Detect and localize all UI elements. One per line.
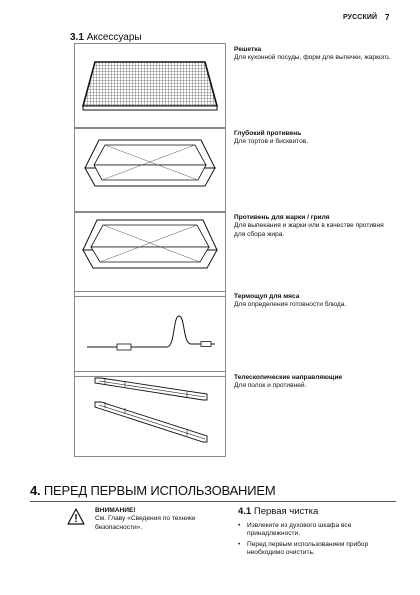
list-item: • Извлеките из духового шкафа все принадлежности.	[238, 522, 396, 539]
wire-shelf-illustration	[75, 44, 225, 128]
accessory-description: Для полок и противней.	[234, 382, 307, 390]
accessory-description: Для выпекания и жарки или в качестве противня для сбора жира.	[234, 222, 384, 238]
section-divider	[30, 501, 396, 502]
accessory-desc-3	[234, 214, 394, 239]
warning-block	[95, 507, 225, 532]
subsection-number: 4.1	[238, 506, 252, 517]
accessory-name: Телескопические направляющие	[234, 374, 343, 381]
section-title: ПЕРЕД ПЕРВЫМ ИСПОЛЬЗОВАНИЕМ	[43, 483, 276, 498]
accessory-name: Противень для жарки / гриля	[234, 214, 330, 221]
warning-icon	[67, 508, 85, 525]
wire-shelf-image	[74, 43, 226, 129]
accessory-desc-2	[234, 130, 394, 147]
grill-pan-illustration	[75, 212, 225, 296]
first-use-heading	[30, 483, 275, 498]
first-cleaning-heading	[238, 506, 318, 517]
accessory-desc-1	[234, 46, 394, 63]
accessory-name: Глубокий противень	[234, 130, 302, 137]
header-language: РУССКИЙ	[343, 14, 378, 21]
accessory-desc-4	[234, 293, 394, 310]
accessory-name: Термощуп для мяса	[234, 293, 300, 300]
section-number: 4.	[30, 483, 41, 498]
section-title: Аксессуары	[86, 32, 142, 43]
subsection-title: Первая чистка	[253, 506, 319, 517]
accessory-name: Решетка	[234, 46, 262, 53]
telescopic-runners-image	[74, 371, 226, 457]
meat-probe-image	[74, 291, 226, 377]
deep-tray-illustration	[75, 128, 225, 212]
cleaning-steps-list	[238, 522, 396, 559]
accessory-description: Для определения готовности блюда.	[234, 301, 347, 309]
accessories-heading	[70, 32, 142, 43]
list-item: • Перед первым использованием прибор необходимо очистить.	[238, 541, 396, 558]
accessory-description: Для кухонной посуды, форм для выпечки, жаркого.	[234, 54, 391, 62]
deep-tray-image	[74, 127, 226, 213]
telescopic-runners-illustration	[75, 372, 225, 456]
meat-probe-illustration	[75, 292, 225, 376]
section-number: 3.1	[70, 32, 84, 43]
page-number: 7	[385, 13, 390, 22]
grill-pan-image	[74, 211, 226, 297]
warning-heading: ВНИМАНИЕ!	[95, 507, 136, 514]
accessory-desc-5	[234, 374, 394, 391]
warning-text: См. Главу «Сведения по технике безопасности».	[95, 515, 196, 531]
accessory-description: Для тортов и бисквитов.	[234, 138, 309, 146]
